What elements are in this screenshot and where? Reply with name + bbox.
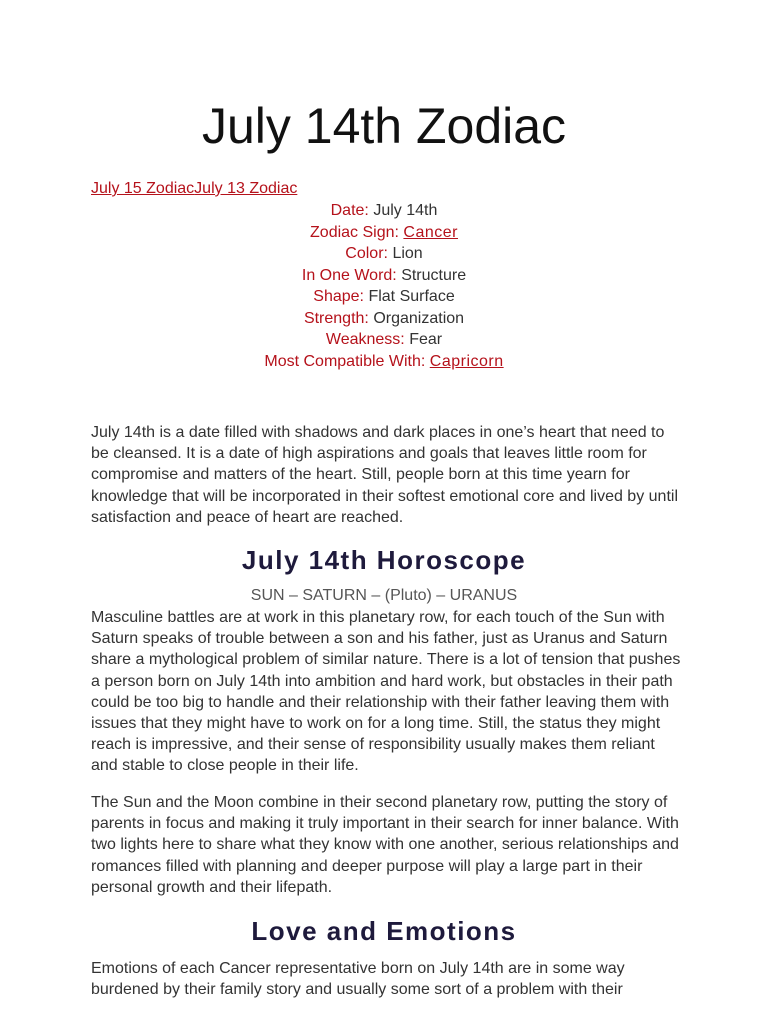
date-navigation bbox=[91, 179, 297, 199]
fact-one-word bbox=[91, 265, 677, 287]
horoscope-heading: July 14th Horoscope bbox=[241, 545, 527, 575]
fact-color bbox=[91, 243, 677, 265]
fact-value: July 14th bbox=[373, 202, 438, 219]
fact-label: Strength: bbox=[303, 309, 369, 327]
fact-strength bbox=[91, 308, 677, 330]
fact-label: Most Compatible With: bbox=[264, 352, 426, 370]
horoscope-paragraph-2: The Sun and the Moon combine in their second planetary row, putting the story of parents in focus and making it truly important in their search for inner balance. With two lights here to share what they know with one another, serious relationships and romances filled with planning and deeper purpose will play a large part in their personal growth and their lifepath. bbox=[91, 794, 679, 896]
intro-paragraph: July 14th is a date filled with shadows and dark places in one’s heart that need to be cleansed. It is a date of high aspirations and goals that leaves little room for compromise and matters of the heart. Still, people born at this time yearn for knowledge that will be incorporated in their softest emotional core and lived by until satisfaction and peace of heart are reached. bbox=[91, 424, 678, 526]
page-title: July 14th Zodiac bbox=[201, 98, 567, 154]
fact-label: In One Word: bbox=[301, 266, 397, 284]
fact-shape bbox=[91, 286, 677, 308]
facts-list bbox=[91, 200, 677, 372]
compatible-sign-link[interactable]: Capricorn bbox=[429, 352, 504, 370]
fact-zodiac-sign bbox=[91, 222, 677, 244]
next-date-link[interactable]: July 15 Zodiac bbox=[91, 180, 195, 197]
fact-value: Flat Surface bbox=[368, 288, 455, 305]
fact-label: Date: bbox=[330, 202, 369, 219]
horoscope-paragraph-1: Masculine battles are at work in this planetary row, for each touch of the Sun with Saturn speaks of trouble between a son and his father, just as Uranus and Saturn share a mythological problem of similar nature. There is a lot of tension that pushes a person born on July 14th into ambition and hard work, but obstacles in their path could be too big to handle and their relationship with their father leaving them with issues that they might have to work on for a long time. Still, the status they might reach is impressive, and their sense of responsibility usually makes them reliant and stable to close people in their life. bbox=[91, 609, 681, 775]
fact-value: Organization bbox=[373, 309, 465, 327]
fact-value: Fear bbox=[409, 331, 443, 348]
fact-label: Weakness: bbox=[325, 331, 405, 348]
fact-label: Color: bbox=[345, 245, 388, 262]
fact-weakness bbox=[91, 329, 677, 351]
zodiac-sign-link[interactable]: Cancer bbox=[403, 223, 458, 241]
prev-date-link[interactable]: July 13 Zodiac bbox=[194, 180, 298, 197]
love-paragraph-1: Emotions of each Cancer representative born on July 14th are in some way burdened by their family story and usually some sort of a problem with their bbox=[91, 960, 625, 999]
fact-value: Lion bbox=[392, 245, 423, 262]
fact-label: Shape: bbox=[313, 288, 364, 305]
fact-date bbox=[91, 200, 677, 222]
fact-label: Zodiac Sign: bbox=[310, 223, 399, 241]
fact-value: Structure bbox=[401, 266, 467, 284]
love-heading: Love and Emotions bbox=[251, 916, 517, 946]
fact-compatible bbox=[91, 351, 677, 373]
planets-row: SUN – SATURN – (Pluto) – URANUS bbox=[250, 587, 518, 604]
